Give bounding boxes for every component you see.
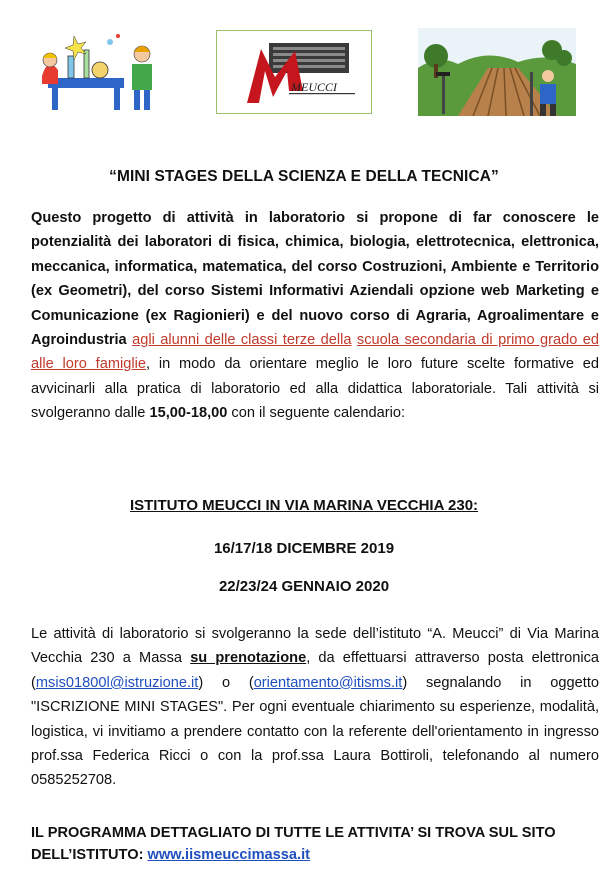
info-paragraph [31, 622, 599, 793]
intro-highlight-2: scuola secondaria di primo grado ed alle loro famiglie [31, 332, 599, 373]
children-laboratory-illustration [38, 30, 166, 114]
booking-note: su prenotazione [190, 650, 307, 667]
intro-text-2: , in modo da orientare meglio le loro future scelte formative ed avvicinarli alla pratica di laboratorio ed alla didattica laboratoriale. Tali attività si svolgeranno dalle [31, 356, 599, 422]
email-link-orientamento[interactable]: orientamento@itisms.it [253, 674, 403, 691]
date-january: 22/23/24 GENNAIO 2020 [218, 578, 390, 595]
program-note [31, 822, 599, 866]
intro-highlight-1: agli alunni delle classi terze della [132, 332, 352, 349]
meucci-logo-icon [217, 31, 371, 113]
program-text: IL PROGRAMMA DETTAGLIATO DI TUTTE LE ATTIVITA’ SI TROVA SUL SITO DELL’ISTITUTO: [31, 825, 556, 863]
surveyor-field-icon [418, 28, 576, 116]
header [0, 24, 608, 114]
intro-text-3: con il seguente calendario: [227, 405, 406, 422]
date-december: 16/17/18 DICEMBRE 2019 [213, 540, 395, 557]
info-text-1: Le attività di laboratorio si svolgeranno la sede dell’istituto “A. Meucci” di Via Marina Vecchia 230 a Massa [31, 626, 599, 667]
website-link[interactable]: www.iismeuccimassa.it [147, 847, 310, 863]
venue-heading: ISTITUTO MEUCCI IN VIA MARINA VECCHIA 230: [129, 497, 479, 514]
surveyor-field-illustration [418, 28, 576, 116]
logo-text: MEUCCI [291, 80, 337, 94]
intro-text-1: Questo progetto di attività in laboratorio si propone di far conoscere le potenzialità dei laboratori di fisica, chimica, biologia, elettrotecnica, elettronica, meccanica, informatica, matematica, del corso Costruzioni, Ambiente e Territorio (ex Geometri), del corso Sistemi Informativi Aziendali opzione web Marketing e Comunicazione (ex Ragionieri) e del nuovo corso di Agraria, Agroalimentare e Agroindustria [31, 210, 599, 349]
email-link-istruzione[interactable]: msis01800l@istruzione.it [35, 674, 199, 691]
intro-time: 15,00-18,00 [149, 405, 228, 422]
intro-paragraph [31, 206, 599, 426]
children-laboratory-icon [38, 30, 166, 114]
info-text-3: ) o ( [198, 674, 254, 691]
meucci-logo [216, 30, 372, 114]
info-text-2: , da effettuarsi attraverso posta elettronica ( [31, 650, 599, 691]
info-text-4: ) segnalando in oggetto "ISCRIZIONE MINI STAGES". Per ogni eventuale chiarimento su esperienze, modalità, logistica, vi invitiamo a prendere contatto con la referente dell'orientamento in ingresso prof.ssa Federica Ricci o con la prof.ssa Laura Bottiroli, telefonando al numero 0585252708. [31, 674, 599, 789]
page-title: “MINI STAGES DELLA SCIENZA E DELLA TECNICA” [109, 168, 499, 185]
